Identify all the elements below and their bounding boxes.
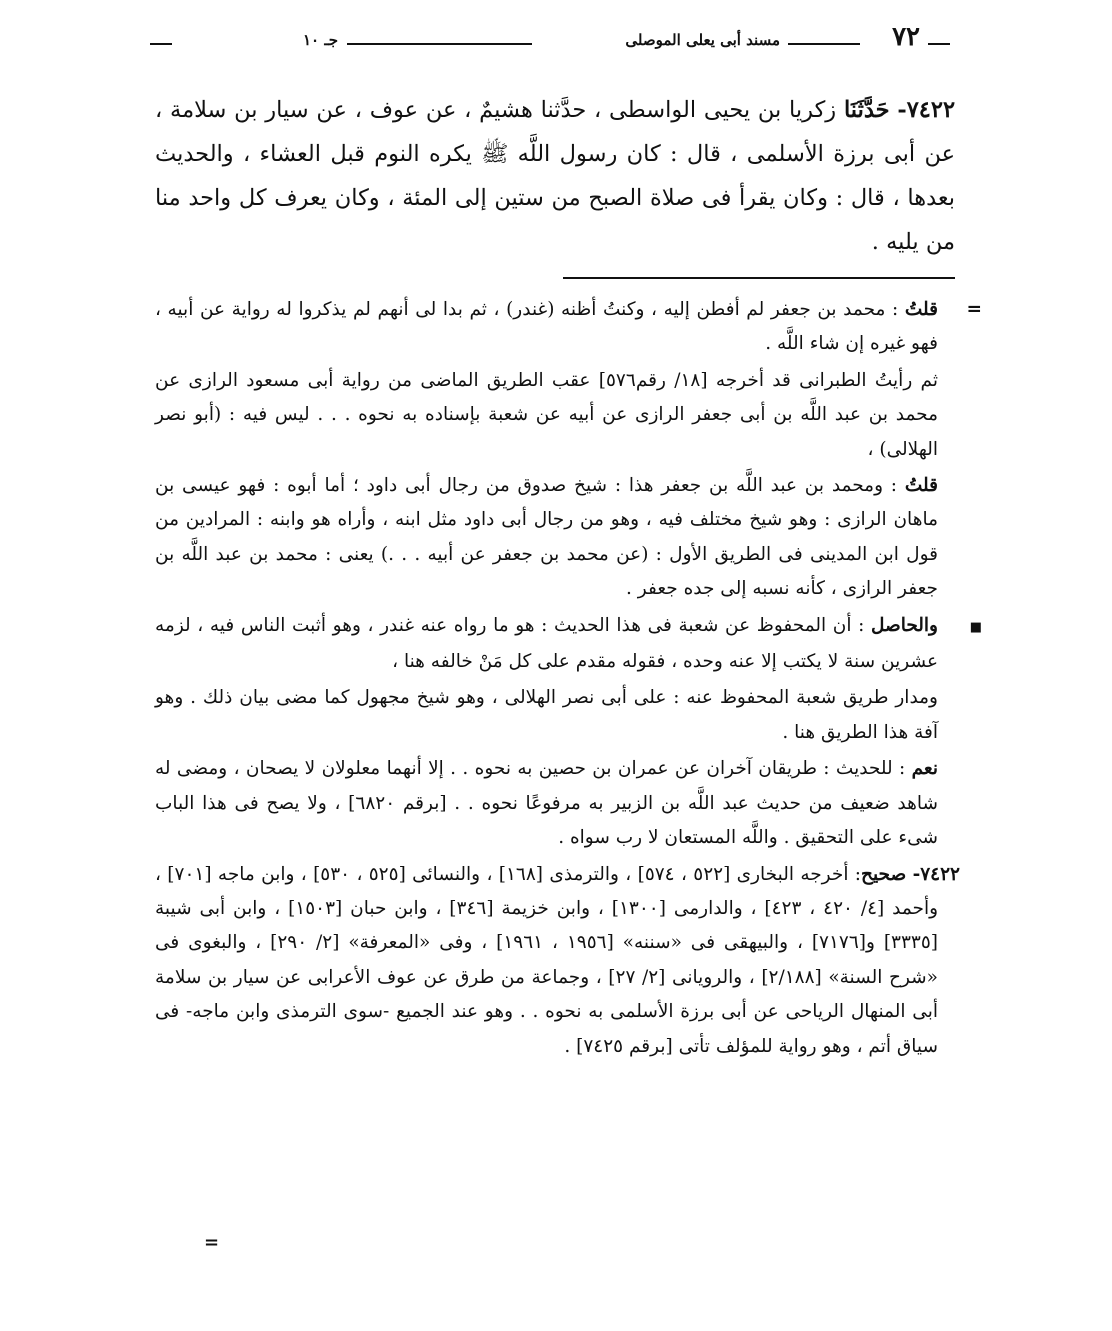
note-paragraph bbox=[155, 293, 982, 362]
note-paragraph bbox=[155, 609, 982, 680]
note-paragraph bbox=[155, 858, 960, 1064]
note-text: ثم رأيتُ الطبرانى قد أخرجه [١٨/ رقم٥٧٦] عقب الطريق الماضى من رواية أبى مسعود الرازى عن محمد بن عبد اللَّه بن أبى جعفر الرازى عن أبيه عن شعبة بإسناده به نحوه . . . ليس فيه : (أبو نصر الهلالى) ، bbox=[155, 369, 939, 460]
note-text: : أن المحفوظ عن شعبة فى هذا الحديث : هو ما رواه عنه غندر ، وهو أثبت الناس فيه ، لزمه عشرين سنة لا يكتب إلا عنه وحده ، فقوله مقدم على كل مَنْ خالفه هنا ، bbox=[155, 614, 938, 673]
note-text: : محمد بن جعفر لم أفطن إليه ، وكنتُ أظنه (غندر) ، ثم بدا لى أنهم لم يذكروا له رواية عن أبيه ، فهو غيره إن شاء اللَّه . bbox=[155, 299, 938, 355]
note-text: : ومحمد بن عبد اللَّه بن جعفر هذا : شيخ صدوق من رجال أبى داود ؛ أما أبوه : فهو عيسى بن ماهان الرازى : وهو شيخ مختلف فيه ، وهو من رجال أبى داود مثل ابنه ، وأراه هو وابنه : المرادين من قول ابن المدينى فى الطريق الأول : (عن محمد بن جعفر عن أبيه . . .) يعنى : محمد بن عبد اللَّه بن جعفر الرازى ، كأنه نسبه إلى جده جعفر . bbox=[155, 475, 938, 600]
volume-label: جـ ١٠ bbox=[302, 31, 338, 49]
note-lead: قلتُ bbox=[904, 299, 938, 320]
header-dash-left bbox=[150, 43, 172, 45]
header-rule bbox=[347, 43, 532, 45]
note-paragraph bbox=[155, 752, 960, 855]
book-title: مسند أبى يعلى الموصلى bbox=[625, 31, 780, 49]
note-paragraph bbox=[155, 469, 960, 607]
footnote-separator bbox=[563, 277, 955, 279]
square-bullet-icon: ■ bbox=[969, 619, 982, 635]
hadith-number: ٧٤٢٢- bbox=[897, 97, 956, 123]
continuation-marker: = bbox=[966, 299, 982, 320]
hadith-lead: حَدَّثَنَا bbox=[843, 97, 890, 123]
hadith-body: زكريا بن يحيى الواسطى ، حدَّثنا هشيمٌ ، عن عوف ، عن سيار بن سلامة ، عن أبى برزة الأسلمى ، قال : كان رسول اللَّه ﷺ يكره النوم قبل العشاء ، والحديث بعدها ، قال : وكان يقرأ فى صلاة الصبح من ستين إلى المئة ، وكان يعرف كل واحد منا من يليه . bbox=[155, 97, 955, 255]
header-dash-right bbox=[928, 43, 950, 45]
note-lead: صحيح bbox=[861, 863, 907, 885]
note-paragraph bbox=[155, 681, 960, 750]
page-number: ٧٢ bbox=[892, 22, 920, 52]
note-lead: نعم bbox=[911, 758, 938, 780]
note-text: : أخرجه البخارى [٥٢٢ ، ٥٧٤] ، والترمذى [١٦٨] ، والنسائى [٥٢٥ ، ٥٣٠] ، وابن ماجه [٧٠١] ، وأحمد [٤/ ٤٢٠ ، ٤٢٣] ، والدارمى [١٣٠٠] ، وابن خزيمة [٣٤٦] ، وابن حبان [١٥٠٣] ، وابن أبى شيبة [٣٣٣٥] و[٧١٧٦] ، والبيهقى فى «سننه» [١٩٥٦ ، ١٩٦١] ، وفى «المعرفة» [٢/ ٢٩٠] ، والبغوى فى «شرح السنة» [٢/١٨٨] ، والرويانى [٢/ ٢٧] ، وجماعة من طرق عن عوف الأعرابى عن سيار بن سلامة أبى المنهال الرياحى عن أبى برزة الأسلمى به نحوه . . وهو عند الجميع -سوى الترمذى وابن ماجه- فى سياق أتم ، وهو رواية للمؤلف تأتى [برقم ٧٤٢٥] . bbox=[155, 863, 939, 1057]
hadith-text bbox=[155, 88, 955, 264]
note-number: ٧٤٢٢- bbox=[912, 863, 960, 885]
note-paragraph bbox=[155, 364, 960, 467]
header-dash bbox=[788, 43, 860, 45]
note-lead: قلتُ bbox=[904, 475, 938, 497]
footnotes bbox=[155, 293, 982, 1066]
note-lead: والحاصل bbox=[870, 614, 938, 636]
continuation-marker-bottom: = bbox=[204, 1232, 220, 1253]
running-header bbox=[150, 22, 950, 62]
note-text: ومدار طريق شعبة المحفوظ عنه : على أبى نصر الهلالى ، وهو شيخ مجهول كما مضى بيان ذلك . وهو آفة هذا الطريق هنا . bbox=[155, 687, 938, 743]
note-text: : للحديث : طريقان آخران عن عمران بن حصين به نحوه . . إلا أنهما معلولان لا يصحان ، ومضى له شاهد ضعيف من حديث عبد اللَّه بن الزبير به مرفوعًا نحوه . . [برقم ٦٨٢٠] ، ولا يصح فى هذا الباب شىء على التحقيق . واللَّه المستعان لا رب سواه . bbox=[155, 758, 938, 849]
